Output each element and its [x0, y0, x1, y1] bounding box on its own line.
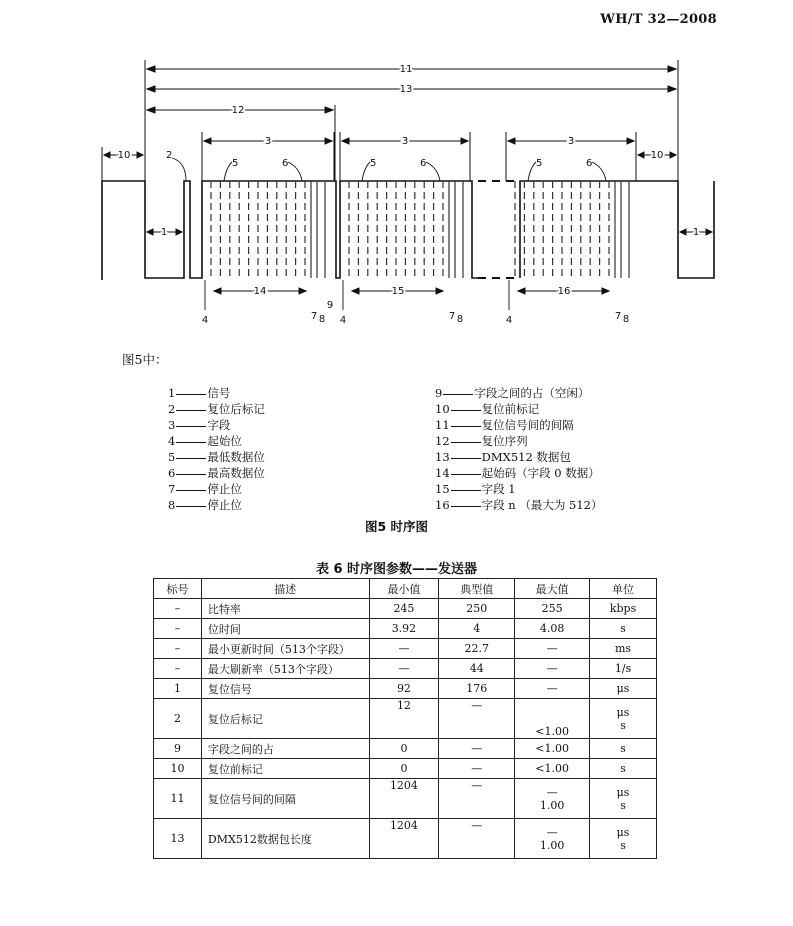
table-cell: 4.08 [515, 619, 590, 639]
table-cell [515, 779, 590, 819]
label-11: 11 [399, 64, 413, 75]
table-cell: μs [590, 679, 657, 699]
label-14: 14 [253, 286, 267, 297]
legend-item: 4 起始位 [168, 434, 242, 448]
legend-right [435, 385, 602, 513]
table-cell: 2 [154, 699, 202, 739]
parameters-table [153, 578, 657, 859]
table-row [154, 599, 657, 619]
legend-item: 12 复位序列 [435, 434, 528, 448]
column-header: 标号 [154, 579, 202, 599]
legend-item: 15 字段 1 [435, 482, 516, 496]
label-2: 2 [166, 150, 173, 161]
label-7a: 7 [310, 311, 318, 322]
table-header-row [154, 579, 657, 599]
table-cell: s [590, 619, 657, 639]
table-cell: 1 [154, 679, 202, 699]
table-cell: 复位信号间的间隔 [201, 779, 369, 819]
legend-item: 14 起始码（字段 0 数据） [435, 466, 600, 480]
table-cell: — [369, 639, 439, 659]
label-7c: 7 [614, 311, 622, 322]
max-top: — [546, 785, 558, 799]
label-7b: 7 [448, 311, 456, 322]
table-cell: 复位后标记 [201, 699, 369, 739]
column-header: 描述 [201, 579, 369, 599]
timing-diagram [0, 40, 793, 330]
table-cell: 1/s [590, 659, 657, 679]
table-cell: — [439, 779, 515, 819]
label-5c: 5 [536, 158, 543, 169]
table-cell: 12 [369, 699, 439, 739]
table-cell: 92 [369, 679, 439, 699]
table-cell: 176 [439, 679, 515, 699]
figure-intro: 图5中： [122, 352, 168, 367]
table-cell [590, 699, 657, 739]
label-13: 13 [399, 84, 413, 95]
unit-top: μs [616, 785, 630, 799]
label-10a: 10 [117, 150, 131, 161]
table-cell: 11 [154, 779, 202, 819]
table-cell: — [515, 659, 590, 679]
table-cell: 13 [154, 819, 202, 859]
table-cell: 最大刷新率（513个字段） [201, 659, 369, 679]
table-cell [590, 819, 657, 859]
table-cell: 0 [369, 739, 439, 759]
table-cell: – [154, 659, 202, 679]
unit-bottom: s [620, 718, 626, 732]
table-row [154, 779, 657, 819]
legend-item: 8 停止位 [168, 498, 242, 512]
legend-item: 3 字段 [168, 418, 231, 432]
table-row [154, 659, 657, 679]
label-12: 12 [231, 105, 245, 116]
column-header: 单位 [590, 579, 657, 599]
legend-item: 5 最低数据位 [168, 450, 265, 464]
label-10b: 10 [650, 150, 664, 161]
table-row [154, 639, 657, 659]
label-3b: 3 [401, 136, 409, 147]
max-bottom: 1.00 [539, 798, 565, 812]
label-1a: 1 [160, 227, 168, 238]
table-cell: 复位信号 [201, 679, 369, 699]
table-cell: 1204 [369, 819, 439, 859]
legend-left [168, 385, 265, 513]
table-cell: kbps [590, 599, 657, 619]
legend-item: 10 复位前标记 [435, 402, 540, 416]
table-cell: DMX512数据包长度 [201, 819, 369, 859]
table-cell: 250 [439, 599, 515, 619]
legend-item: 13 DMX512 数据包 [435, 450, 571, 464]
label-3c: 3 [567, 136, 575, 147]
label-8c: 8 [622, 314, 630, 325]
max-bottom: 1.00 [539, 838, 565, 852]
table-cell: 44 [439, 659, 515, 679]
label-5a: 5 [232, 158, 239, 169]
figure-caption: 图5 时序图 [364, 519, 429, 534]
table-cell: 位时间 [201, 619, 369, 639]
table-cell: <1.00 [515, 699, 590, 739]
table-cell: — [515, 679, 590, 699]
label-6a: 6 [282, 158, 289, 169]
table-cell: – [154, 599, 202, 619]
unit-top: μs [616, 825, 630, 839]
table-cell: 比特率 [201, 599, 369, 619]
label-1b: 1 [692, 227, 700, 238]
table-cell: ms [590, 639, 657, 659]
column-header: 最小值 [369, 579, 439, 599]
table-row [154, 739, 657, 759]
table-cell: 最小更新时间（513个字段） [201, 639, 369, 659]
unit-top: μs [616, 705, 630, 719]
label-6b: 6 [420, 158, 427, 169]
table-row [154, 759, 657, 779]
unit-bottom: s [620, 838, 626, 852]
table-row [154, 679, 657, 699]
table-cell: – [154, 639, 202, 659]
max-top: — [546, 825, 558, 839]
table-row [154, 819, 657, 859]
table-cell: — [439, 819, 515, 859]
label-15: 15 [391, 286, 405, 297]
label-16: 16 [557, 286, 571, 297]
signal-waveform [102, 181, 478, 280]
column-header: 典型值 [439, 579, 515, 599]
legend-item: 9 字段之间的占（空闲） [435, 386, 590, 400]
table-cell: 22.7 [439, 639, 515, 659]
table-cell: — [439, 739, 515, 759]
table-cell: 3.92 [369, 619, 439, 639]
table-cell: 1204 [369, 779, 439, 819]
table-cell: s [590, 759, 657, 779]
table-cell: s [590, 739, 657, 759]
table-cell: 字段之间的占 [201, 739, 369, 759]
label-4b: 4 [339, 315, 347, 326]
label-8b: 8 [456, 314, 464, 325]
table-cell: <1.00 [515, 759, 590, 779]
legend-item: 16 字段 n （最大为 512） [435, 498, 603, 512]
legend-item: 7 停止位 [168, 482, 242, 496]
legend-item: 1 信号 [168, 386, 231, 400]
label-9: 9 [326, 300, 334, 311]
label-5b: 5 [370, 158, 377, 169]
table-cell: — [515, 639, 590, 659]
table-row [154, 699, 657, 739]
table-cell: 9 [154, 739, 202, 759]
column-header: 最大值 [515, 579, 590, 599]
table-row [154, 619, 657, 639]
label-8a: 8 [318, 314, 326, 325]
document-id: WH/T 32—2008 [600, 12, 717, 27]
table-cell [515, 819, 590, 859]
table-cell: 复位前标记 [201, 759, 369, 779]
table-cell: – [154, 619, 202, 639]
table-cell: 4 [439, 619, 515, 639]
table-cell: — [439, 759, 515, 779]
legend-item: 11 复位信号间的间隔 [435, 418, 574, 432]
label-6c: 6 [586, 158, 593, 169]
table-cell: — [369, 659, 439, 679]
unit-bottom: s [620, 798, 626, 812]
label-3a: 3 [264, 136, 272, 147]
table-cell: 255 [515, 599, 590, 619]
table-cell: 245 [369, 599, 439, 619]
table-caption: 表 6 时序图参数——发送器 [315, 562, 478, 577]
table-cell: 10 [154, 759, 202, 779]
table-cell: — [439, 699, 515, 739]
table-cell [590, 779, 657, 819]
label-4a: 4 [201, 315, 209, 326]
label-4c: 4 [505, 315, 513, 326]
table-cell: 0 [369, 759, 439, 779]
legend-item: 6 最高数据位 [168, 466, 265, 480]
table-cell: <1.00 [515, 739, 590, 759]
legend-item: 2 复位后标记 [168, 402, 265, 416]
